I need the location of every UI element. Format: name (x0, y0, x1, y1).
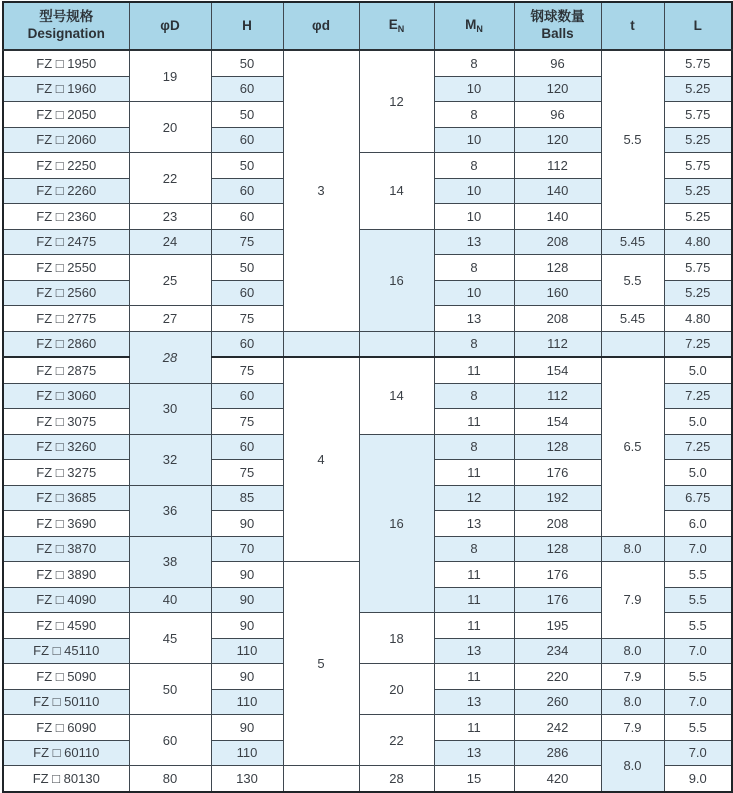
table-cell: 13 (434, 306, 514, 332)
table-cell: 5.5 (664, 715, 732, 741)
table-cell: 6.5 (601, 357, 664, 536)
designation-cell: FZ □ 2050 (3, 102, 129, 128)
table-cell: 90 (211, 715, 283, 741)
table-cell: 90 (211, 562, 283, 588)
header-balls-en: Balls (541, 26, 574, 41)
table-cell: 110 (211, 638, 283, 664)
designation-cell: FZ □ 4590 (3, 613, 129, 639)
designation-cell: FZ □ 1950 (3, 50, 129, 76)
table-cell: 192 (514, 485, 601, 511)
table-cell: 176 (514, 587, 601, 613)
table-cell: 60 (211, 434, 283, 460)
table-row (3, 715, 732, 741)
table-cell: 5.5 (601, 255, 664, 306)
designation-cell: FZ □ 3890 (3, 562, 129, 588)
col-header-MN (434, 2, 514, 50)
table-cell: 5.45 (601, 229, 664, 255)
table-cell: 12 (434, 485, 514, 511)
table-cell: 60 (211, 331, 283, 357)
table-cell: 50 (129, 664, 211, 715)
table-cell: 5.0 (664, 357, 732, 383)
table-cell: 208 (514, 511, 601, 537)
table-cell: 176 (514, 460, 601, 486)
table-cell: 120 (514, 76, 601, 102)
table-cell: 7.9 (601, 562, 664, 639)
table-cell: 18 (359, 613, 434, 664)
designation-cell: FZ □ 2060 (3, 127, 129, 153)
designation-cell: FZ □ 3690 (3, 511, 129, 537)
table-cell: 96 (514, 50, 601, 76)
designation-cell: FZ □ 2560 (3, 280, 129, 306)
table-cell: 13 (434, 638, 514, 664)
table-cell: 28 (359, 766, 434, 792)
table-cell: 7.0 (664, 689, 732, 715)
table-cell: 234 (514, 638, 601, 664)
table-cell (283, 331, 359, 357)
table-cell: 130 (211, 766, 283, 792)
table-cell: 90 (211, 664, 283, 690)
table-cell: 140 (514, 204, 601, 230)
table-cell: 90 (211, 613, 283, 639)
designation-cell: FZ □ 5090 (3, 664, 129, 690)
table-cell: 16 (359, 434, 434, 613)
table-cell: 10 (434, 204, 514, 230)
table-cell: 4.80 (664, 229, 732, 255)
table-cell: 208 (514, 229, 601, 255)
table-cell: 60 (211, 204, 283, 230)
table-cell: 75 (211, 229, 283, 255)
table-cell: 75 (211, 357, 283, 383)
header-designation-en: Designation (27, 26, 105, 41)
table-cell: 220 (514, 664, 601, 690)
table-cell: 10 (434, 76, 514, 102)
table-cell: 32 (129, 434, 211, 485)
table-cell: 154 (514, 357, 601, 383)
table-cell: 11 (434, 613, 514, 639)
page (0, 1, 732, 786)
table-cell: 5.75 (664, 153, 732, 179)
table-cell: 5.75 (664, 50, 732, 76)
table-cell: 9.0 (664, 766, 732, 792)
table-cell: 96 (514, 102, 601, 128)
table-cell: 112 (514, 331, 601, 357)
table-cell: 10 (434, 280, 514, 306)
designation-cell: FZ □ 3870 (3, 536, 129, 562)
designation-cell: FZ □ 2550 (3, 255, 129, 281)
designation-cell: FZ □ 2775 (3, 306, 129, 332)
table-cell: 50 (211, 153, 283, 179)
table-cell: 70 (211, 536, 283, 562)
col-header-H: H (211, 2, 283, 50)
table-cell: 5.45 (601, 306, 664, 332)
table-cell: 16 (359, 229, 434, 331)
table-cell: 3 (283, 50, 359, 331)
table-cell: 24 (129, 229, 211, 255)
table-cell: 8 (434, 102, 514, 128)
col-header-phid: φd (283, 2, 359, 50)
table-cell: 40 (129, 587, 211, 613)
table-cell: 208 (514, 306, 601, 332)
table-cell: 260 (514, 689, 601, 715)
table-cell: 7.9 (601, 715, 664, 741)
designation-cell: FZ □ 3275 (3, 460, 129, 486)
col-header-designation (3, 2, 129, 50)
table-cell: 8.0 (601, 689, 664, 715)
table-cell: 128 (514, 255, 601, 281)
table-cell: 128 (514, 536, 601, 562)
col-header-phiD: φD (129, 2, 211, 50)
designation-cell: FZ □ 3060 (3, 383, 129, 409)
col-header-balls (514, 2, 601, 50)
designation-cell: FZ □ 45110 (3, 638, 129, 664)
table-cell: 5.5 (664, 587, 732, 613)
table-cell: 8 (434, 50, 514, 76)
table-cell: 110 (211, 740, 283, 766)
table-cell: 50 (211, 255, 283, 281)
table-cell: 112 (514, 153, 601, 179)
table-cell: 7.9 (601, 664, 664, 690)
table-cell: 8 (434, 434, 514, 460)
table-cell: 11 (434, 562, 514, 588)
table-cell: 10 (434, 127, 514, 153)
table-cell: 7.25 (664, 434, 732, 460)
spec-table (2, 1, 733, 793)
table-cell: 60 (211, 280, 283, 306)
table-cell: 8 (434, 255, 514, 281)
designation-cell: FZ □ 2860 (3, 331, 129, 357)
table-cell: 5.25 (664, 280, 732, 306)
table-cell: 50 (211, 50, 283, 76)
designation-cell: FZ □ 3075 (3, 409, 129, 435)
table-cell: 14 (359, 357, 434, 434)
table-cell: 120 (514, 127, 601, 153)
table-cell: 28 (129, 331, 211, 383)
table-cell: 20 (359, 664, 434, 715)
table-cell: 22 (129, 153, 211, 204)
table-cell: 11 (434, 357, 514, 383)
table-cell: 80 (129, 766, 211, 792)
table-cell: 5.25 (664, 178, 732, 204)
table-cell: 5.5 (664, 562, 732, 588)
header-designation-zh: 型号规格 (39, 9, 94, 25)
table-cell: 8 (434, 383, 514, 409)
table-cell: 13 (434, 511, 514, 537)
table-cell (359, 331, 434, 357)
table-row (3, 50, 732, 76)
designation-cell: FZ □ 60110 (3, 740, 129, 766)
table-cell: 154 (514, 409, 601, 435)
designation-cell: FZ □ 80130 (3, 766, 129, 792)
table-cell: 30 (129, 383, 211, 434)
table-cell: 7.0 (664, 536, 732, 562)
table-cell: 13 (434, 740, 514, 766)
table-cell: 36 (129, 485, 211, 536)
table-cell: 5.5 (664, 664, 732, 690)
table-cell: 45 (129, 613, 211, 664)
table-body (3, 50, 732, 792)
table-cell: 14 (359, 153, 434, 230)
table-cell: 5.25 (664, 76, 732, 102)
table-cell: 5.75 (664, 102, 732, 128)
table-cell: 7.25 (664, 383, 732, 409)
designation-cell: FZ □ 2260 (3, 178, 129, 204)
table-cell: 50 (211, 102, 283, 128)
table-cell: 60 (211, 76, 283, 102)
table-cell: 176 (514, 562, 601, 588)
table-cell: 5.0 (664, 409, 732, 435)
table-cell: 11 (434, 587, 514, 613)
table-row (3, 357, 732, 383)
table-cell: 75 (211, 306, 283, 332)
table-cell: 7.0 (664, 638, 732, 664)
header-E: E (388, 17, 398, 33)
table-cell: 8.0 (601, 740, 664, 792)
table-cell: 7.0 (664, 740, 732, 766)
table-cell: 20 (129, 102, 211, 153)
designation-cell: FZ □ 3260 (3, 434, 129, 460)
table-cell: 8.0 (601, 638, 664, 664)
table-cell: 5 (283, 562, 359, 766)
designation-cell: FZ □ 4090 (3, 587, 129, 613)
designation-cell: FZ □ 3685 (3, 485, 129, 511)
table-cell: 8 (434, 153, 514, 179)
header-E-subscript: N (397, 24, 405, 35)
table-cell: 60 (211, 127, 283, 153)
table-cell: 90 (211, 511, 283, 537)
table-cell: 8.0 (601, 536, 664, 562)
table-cell: 10 (434, 178, 514, 204)
table-cell: 60 (129, 715, 211, 766)
table-cell: 11 (434, 460, 514, 486)
table-cell: 22 (359, 715, 434, 766)
table-cell: 160 (514, 280, 601, 306)
designation-cell: FZ □ 2360 (3, 204, 129, 230)
table-cell: 195 (514, 613, 601, 639)
table-cell: 112 (514, 383, 601, 409)
table-cell: 15 (434, 766, 514, 792)
table-cell: 140 (514, 178, 601, 204)
table-cell: 5.5 (601, 50, 664, 229)
designation-cell: FZ □ 2250 (3, 153, 129, 179)
table-row (3, 229, 732, 255)
table-cell: 6.75 (664, 485, 732, 511)
table-cell: 420 (514, 766, 601, 792)
table-row (3, 664, 732, 690)
header-M: M (465, 17, 477, 33)
table-cell: 27 (129, 306, 211, 332)
table-cell: 38 (129, 536, 211, 587)
table-cell: 12 (359, 50, 434, 153)
table-cell: 11 (434, 409, 514, 435)
table-cell: 4.80 (664, 306, 732, 332)
table-cell: 8 (434, 536, 514, 562)
table-cell: 85 (211, 485, 283, 511)
table-cell: 11 (434, 664, 514, 690)
table-row (3, 331, 732, 357)
table-cell: 75 (211, 409, 283, 435)
table-cell: 128 (514, 434, 601, 460)
table-cell (601, 331, 664, 357)
col-header-t: t (601, 2, 664, 50)
table-cell: 60 (211, 178, 283, 204)
designation-cell: FZ □ 1960 (3, 76, 129, 102)
table-cell (283, 766, 359, 792)
header-balls-zh: 钢球数量 (530, 9, 585, 25)
table-cell: 5.25 (664, 127, 732, 153)
table-cell: 6.0 (664, 511, 732, 537)
col-header-L: L (664, 2, 732, 50)
table-cell: 19 (129, 50, 211, 102)
table-cell: 8 (434, 331, 514, 357)
table-cell: 286 (514, 740, 601, 766)
designation-cell: FZ □ 6090 (3, 715, 129, 741)
table-cell: 23 (129, 204, 211, 230)
table-cell: 4 (283, 357, 359, 562)
table-cell: 5.25 (664, 204, 732, 230)
table-cell: 25 (129, 255, 211, 306)
designation-cell: FZ □ 50110 (3, 689, 129, 715)
col-header-EN (359, 2, 434, 50)
table-header (3, 2, 732, 50)
table-cell: 60 (211, 383, 283, 409)
table-cell: 13 (434, 689, 514, 715)
table-cell: 13 (434, 229, 514, 255)
table-cell: 7.25 (664, 331, 732, 357)
designation-cell: FZ □ 2475 (3, 229, 129, 255)
table-cell: 5.0 (664, 460, 732, 486)
table-cell: 5.5 (664, 613, 732, 639)
table-cell: 75 (211, 460, 283, 486)
table-cell: 5.75 (664, 255, 732, 281)
table-cell: 110 (211, 689, 283, 715)
table-cell: 242 (514, 715, 601, 741)
designation-cell: FZ □ 2875 (3, 357, 129, 383)
header-M-subscript: N (476, 24, 483, 35)
table-cell: 90 (211, 587, 283, 613)
table-cell: 11 (434, 715, 514, 741)
